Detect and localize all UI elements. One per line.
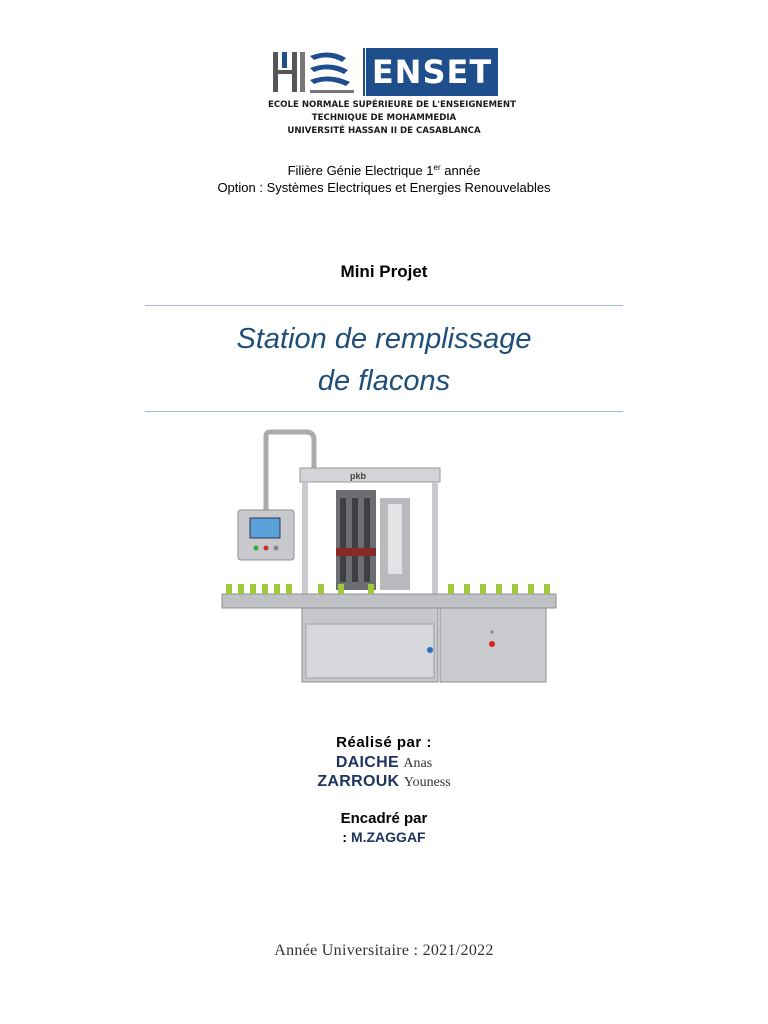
enset-brand-box (366, 48, 498, 96)
supervisor-prefix: : (342, 829, 351, 845)
bottle-filling-machine-image (218, 428, 560, 690)
logo-divider (363, 48, 365, 96)
enset-brand-text: ENSET (371, 53, 493, 91)
authors-heading: Réalisé par : (336, 734, 432, 751)
filiere-text (0, 163, 768, 178)
school-name-line2: TECHNIQUE DE MOHAMMEDIA (311, 113, 457, 123)
supervisor-heading: Encadré par (340, 810, 428, 827)
option-text: Option : Systèmes Electriques et Energies Renouvelables (217, 180, 551, 195)
uh2c-logo-icon (270, 48, 360, 96)
author-2 (0, 773, 768, 791)
project-type: Mini Projet (340, 262, 428, 281)
filiere-prefix: Filière Génie Electrique 1 (287, 163, 434, 178)
author-2-last-name: ZARROUK (317, 773, 400, 790)
supervisor (0, 829, 768, 845)
title-top-divider (145, 305, 623, 306)
enset-logo (268, 46, 516, 142)
title-bottom-divider (145, 411, 623, 412)
author-1 (0, 754, 768, 772)
author-1-last-name: DAICHE (335, 754, 399, 771)
supervisor-name: M.ZAGGAF (350, 829, 426, 845)
title-line-2: de flacons (317, 365, 451, 397)
project-title (0, 318, 768, 402)
machine-brand-label: pkb (350, 471, 367, 481)
university-name: UNIVERSITÉ HASSAN II DE CASABLANCA (287, 126, 481, 136)
filiere-suffix: année (440, 163, 481, 178)
author-2-first-name: Youness (403, 775, 451, 790)
school-name-line1: ECOLE NORMALE SUPÉRIEURE DE L'ENSEIGNEMENT (268, 100, 516, 110)
filiere-ordinal: er (433, 163, 441, 172)
academic-year: Année Universitaire : 2021/2022 (274, 942, 494, 959)
author-1-first-name: Anas (403, 756, 433, 771)
title-line-1: Station de remplissage (236, 323, 532, 355)
